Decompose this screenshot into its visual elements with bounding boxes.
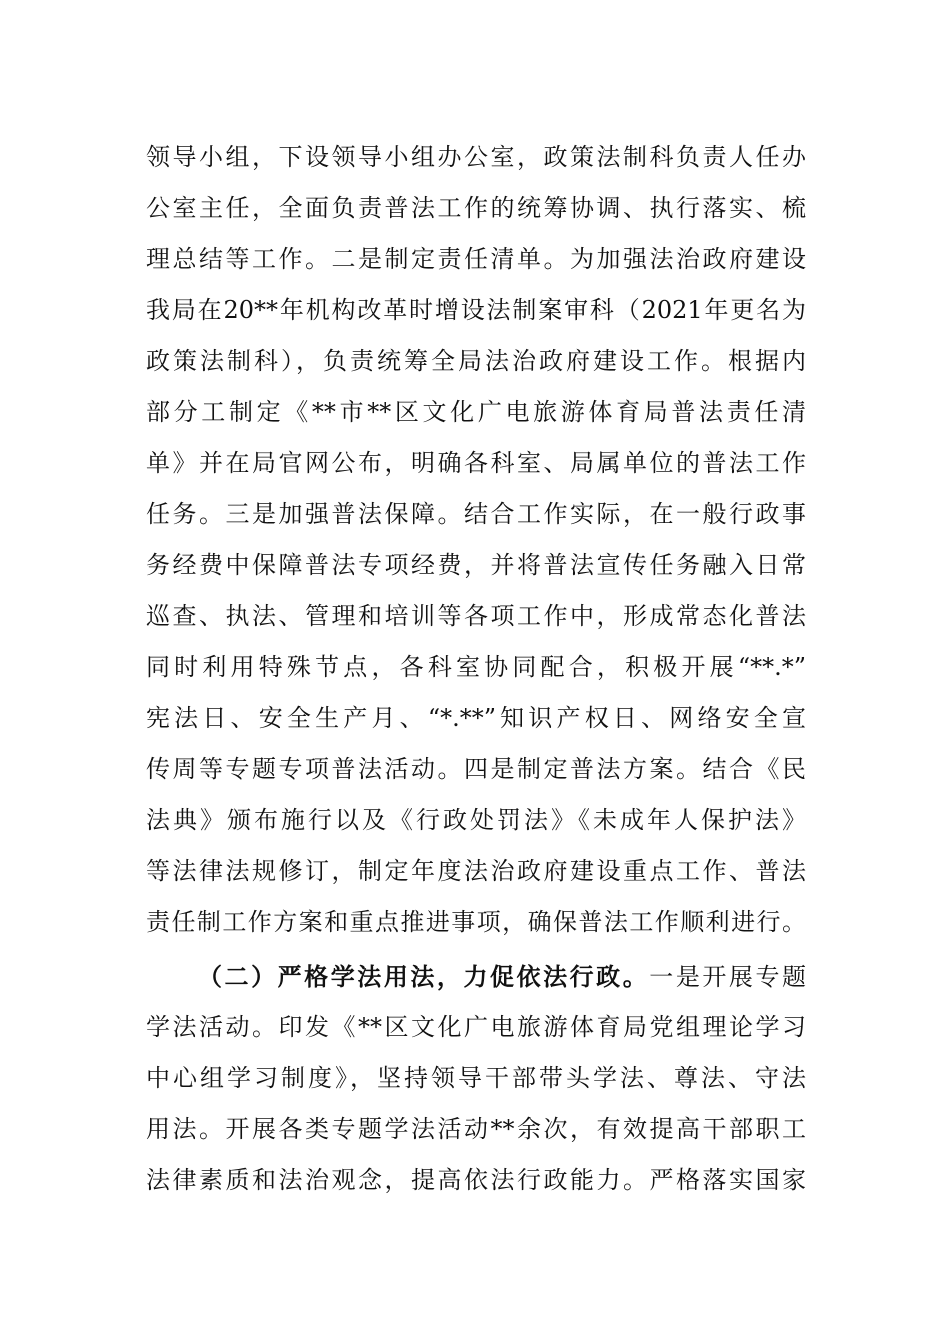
paragraph-1-line: 同时利用特殊节点，各科室协同配合，积极开展“**.*” <box>146 653 806 681</box>
paragraph-1 <box>146 132 806 948</box>
paragraph-1-line: 政策法制科），负责统筹全局法治政府建设工作。根据内 <box>146 347 806 375</box>
paragraph-1-line: 传周等专题专项普法活动。四是制定普法方案。结合《民 <box>146 755 806 783</box>
paragraph-2-line: 法律素质和法治观念，提高依法行政能力。严格落实国家 <box>146 1166 806 1194</box>
paragraph-2-first-line <box>146 951 806 1002</box>
paragraph-1-line: 我局在20**年机构改革时增设法制案审科（2021年更名为 <box>146 296 806 324</box>
paragraph-2 <box>146 951 806 1206</box>
paragraph-1-line: 公室主任，全面负责普法工作的统筹协调、执行落实、梳 <box>146 194 806 222</box>
section-heading: （二）严格学法用法，力促依法行政。 <box>198 962 650 991</box>
paragraph-1-line: 巡查、执法、管理和培训等各项工作中，形成常态化普法 <box>146 602 806 630</box>
paragraph-1-line: 等法律法规修订，制定年度法治政府建设重点工作、普法 <box>146 857 806 885</box>
paragraph-1-line: 领导小组，下设领导小组办公室，政策法制科负责人任办 <box>146 143 806 171</box>
paragraph-2-line: 用法。开展各类专题学法活动**余次，有效提高干部职工 <box>146 1115 806 1143</box>
paragraph-1-line: 务经费中保障普法专项经费，并将普法宣传任务融入日常 <box>146 551 806 579</box>
paragraph-2-first-line-text: 一是开展专题 <box>649 963 807 991</box>
paragraph-2-line: 中心组学习制度》，坚持领导干部带头学法、尊法、守法 <box>146 1064 806 1092</box>
paragraph-1-line: 宪法日、安全生产月、“*.**”知识产权日、网络安全宣 <box>146 704 806 732</box>
paragraph-1-line: 部分工制定《**市**区文化广电旅游体育局普法责任清 <box>146 398 806 426</box>
paragraph-1-line: 责任制工作方案和重点推进事项，确保普法工作顺利进行。 <box>146 908 806 936</box>
document-body <box>146 132 806 1206</box>
paragraph-1-line: 理总结等工作。二是制定责任清单。为加强法治政府建设 <box>146 245 806 273</box>
paragraph-1-line: 任务。三是加强普法保障。结合工作实际，在一般行政事 <box>146 500 806 528</box>
paragraph-2-line: 学法活动。印发《**区文化广电旅游体育局党组理论学习 <box>146 1013 806 1041</box>
paragraph-1-line: 单》并在局官网公布，明确各科室、局属单位的普法工作 <box>146 449 806 477</box>
paragraph-1-line: 法典》颁布施行以及《行政处罚法》《未成年人保护法》 <box>146 806 806 834</box>
